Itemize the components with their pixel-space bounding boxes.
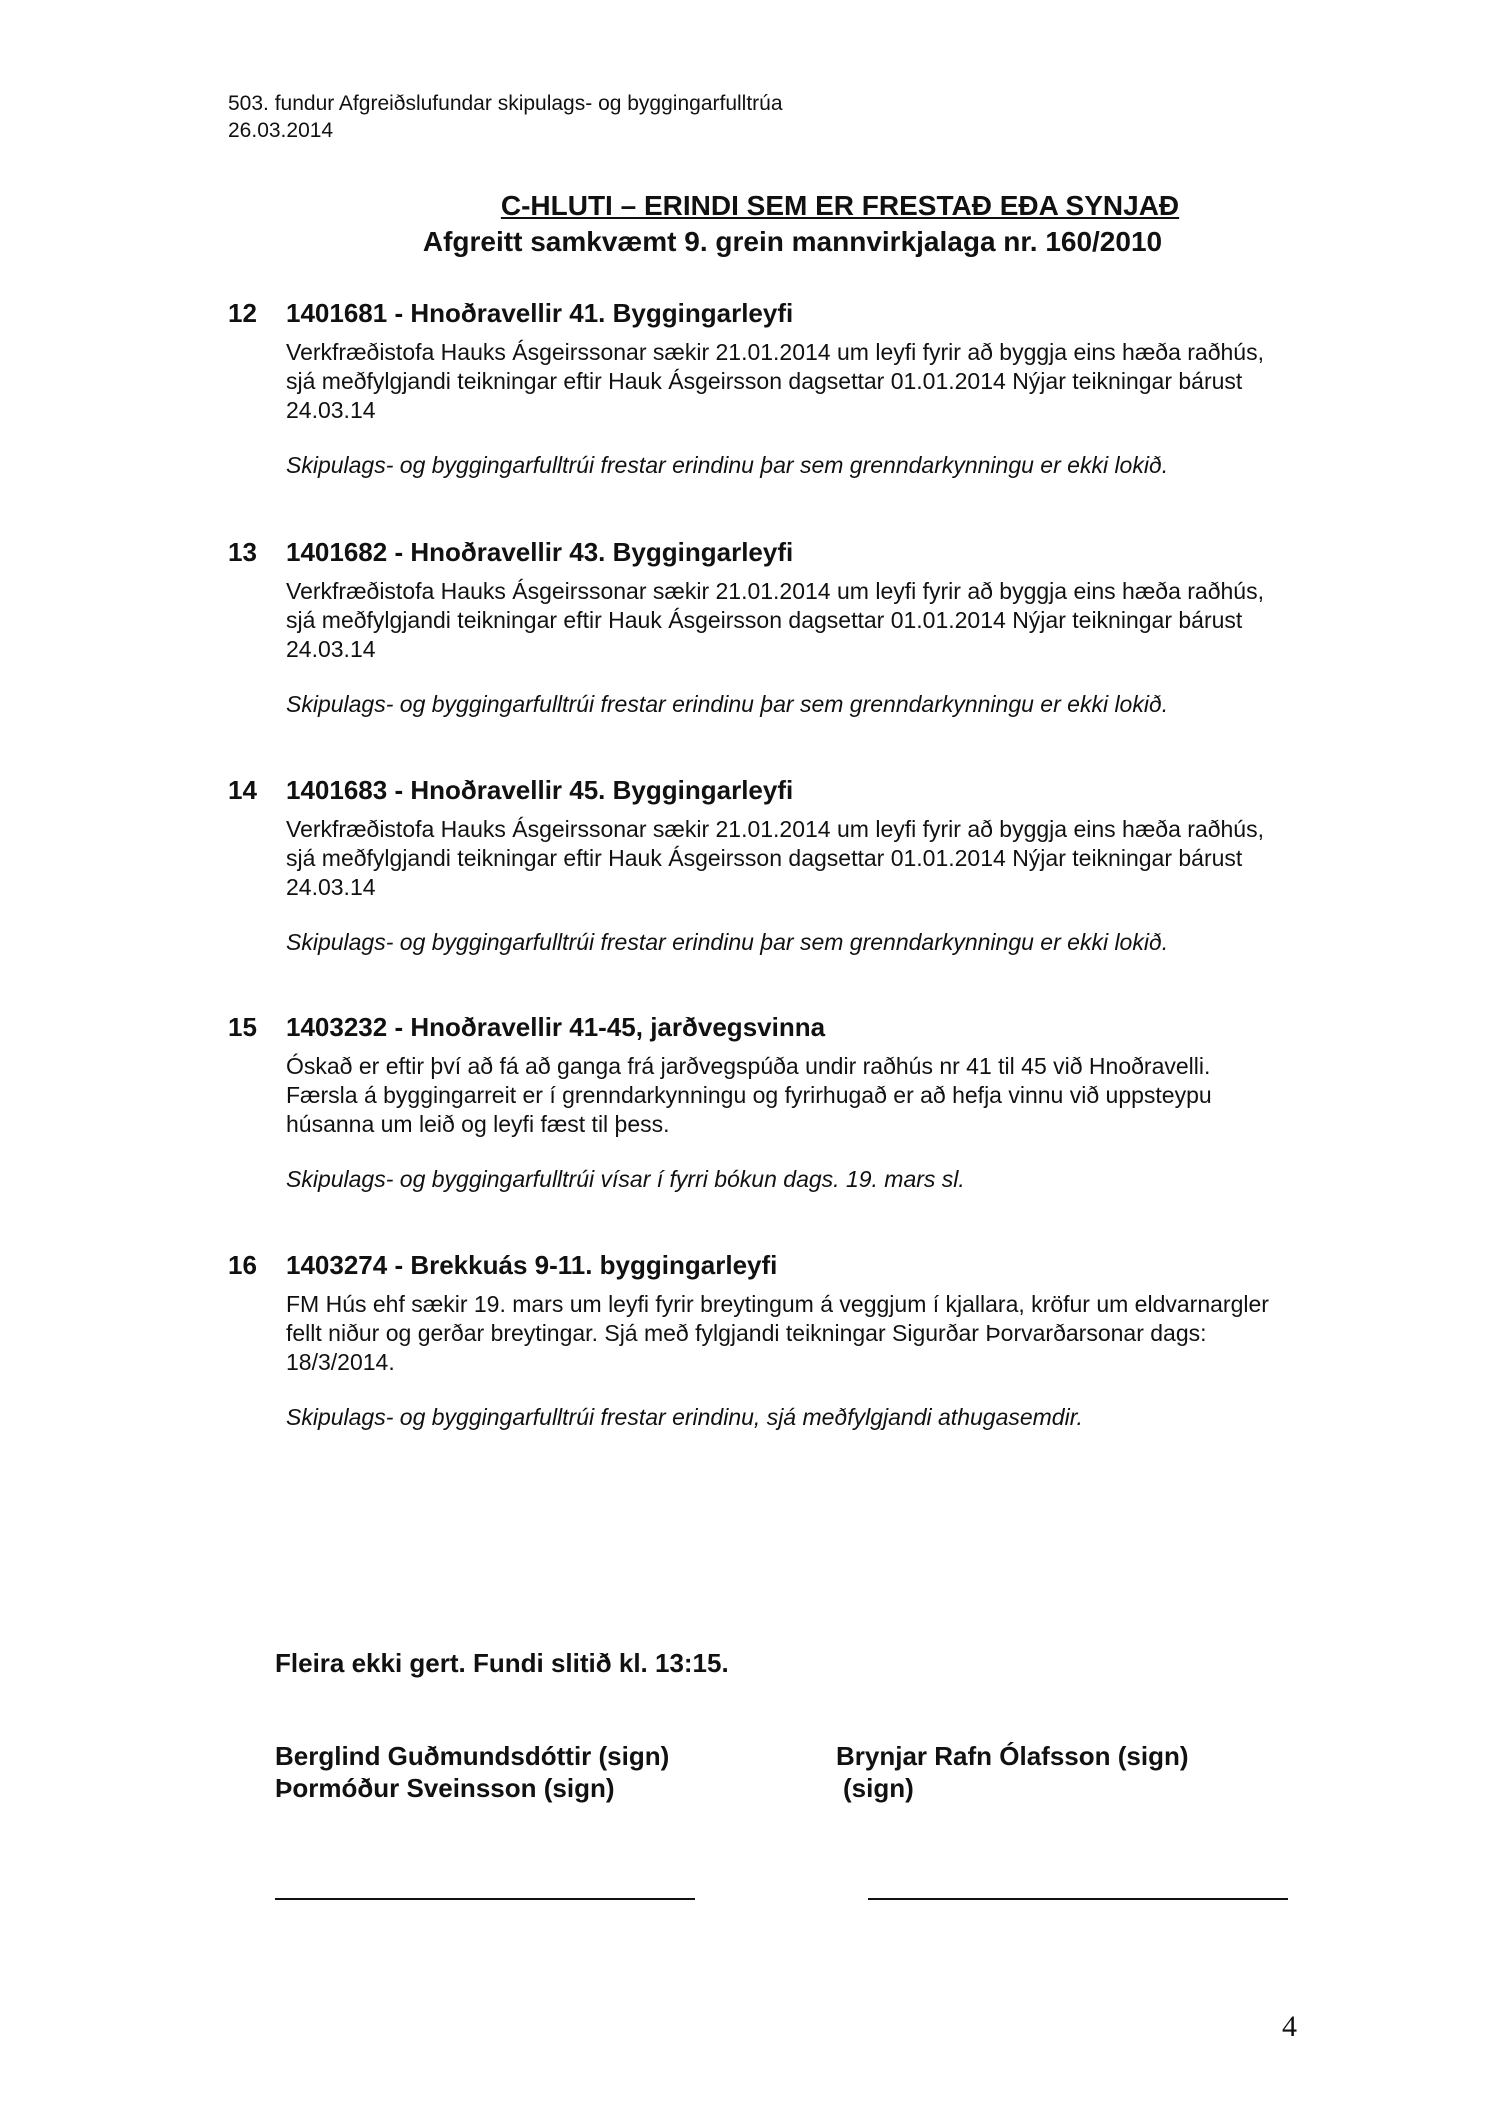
section-heading	[0, 188, 1500, 260]
signature-name: (sign)	[843, 1773, 914, 1803]
item-conclusion: Skipulags- og byggingarfulltrúi vísar í fyrri bókun dags. 19. mars sl.	[286, 1166, 965, 1192]
item-conclusion: Skipulags- og byggingarfulltrúi frestar erindinu þar sem grenndarkynningu er ekki lokið.	[286, 691, 1169, 717]
meeting-date: 26.03.2014	[228, 119, 334, 142]
agenda-item-13	[228, 537, 1288, 727]
signature-name: Brynjar Rafn Ólafsson (sign)	[836, 1741, 1189, 1771]
item-description: FM Hús ehf sækir 19. mars um leyfi fyrir breytingum á veggjum í kjallara, kröfur um eldvarnargler fellt niður og gerðar breytingar. Sjá með fylgjandi teikningar Sigurðar Þorvarðarsonar dags: 18/3/2014.	[286, 1291, 1269, 1375]
item-number: 15	[228, 1012, 257, 1042]
item-conclusion: Skipulags- og byggingarfulltrúi frestar erindinu þar sem grenndarkynningu er ekki lokið.	[286, 452, 1169, 478]
signature-line-left	[275, 1898, 695, 1900]
item-number: 16	[228, 1250, 257, 1280]
page-number: 4	[1282, 2010, 1297, 2043]
item-description: Verkfræðistofa Hauks Ásgeirssonar sækir 21.01.2014 um leyfi fyrir að byggja eins hæða raðhús, sjá meðfylgjandi teikningar eftir Hauk Ásgeirsson dagsettar 01.01.2014 Nýjar teikningar bárust 24.03.14	[286, 816, 1264, 900]
item-number: 13	[228, 537, 257, 567]
agenda-item-12	[228, 298, 1288, 488]
signature-name: Þormóður Sveinsson (sign)	[275, 1773, 615, 1803]
item-description: Verkfræðistofa Hauks Ásgeirssonar sækir 21.01.2014 um leyfi fyrir að byggja eins hæða raðhús, sjá meðfylgjandi teikningar eftir Hauk Ásgeirsson dagsettar 01.01.2014 Nýjar teikningar bárust 24.03.14	[286, 578, 1264, 662]
item-conclusion: Skipulags- og byggingarfulltrúi frestar erindinu þar sem grenndarkynningu er ekki lokið.	[286, 929, 1169, 955]
item-number: 14	[228, 775, 257, 805]
closing-statement: Fleira ekki gert. Fundi slitið kl. 13:15.	[275, 1648, 729, 1678]
signatures-right	[836, 1740, 1189, 1804]
item-conclusion: Skipulags- og byggingarfulltrúi frestar erindinu, sjá meðfylgjandi athugasemdir.	[286, 1404, 1083, 1430]
agenda-item-14	[228, 775, 1288, 965]
page-header	[228, 90, 783, 144]
item-heading: 1403232 - Hnoðravellir 41-45, jarðvegsvinna	[286, 1012, 826, 1042]
agenda-item-15	[228, 1012, 1288, 1202]
section-title: C-HLUTI – ERINDI SEM ER FRESTAÐ EÐA SYNJAÐ	[500, 190, 1180, 221]
item-heading: 1401681 - Hnoðravellir 41. Byggingarleyfi	[286, 298, 794, 328]
item-description: Óskað er eftir því að fá að ganga frá jarðvegspúða undir raðhús nr 41 til 45 við Hnoðravelli. Færsla á byggingarreit er í grenndarkynningu og fyrirhugað er að hefja vinnu við uppsteypu húsanna um leið og leyfi fæst til þess.	[286, 1053, 1212, 1137]
agenda-item-16	[228, 1250, 1288, 1440]
section-subtitle: Afgreitt samkvæmt 9. grein mannvirkjalaga nr. 160/2010	[422, 226, 1163, 257]
signatures-left	[275, 1740, 669, 1804]
item-number: 12	[228, 298, 257, 328]
item-heading: 1401682 - Hnoðravellir 43. Byggingarleyfi	[286, 537, 794, 567]
item-heading: 1401683 - Hnoðravellir 45. Byggingarleyfi	[286, 775, 794, 805]
item-description: Verkfræðistofa Hauks Ásgeirssonar sækir 21.01.2014 um leyfi fyrir að byggja eins hæða raðhús, sjá meðfylgjandi teikningar eftir Hauk Ásgeirsson dagsettar 01.01.2014 Nýjar teikningar bárust 24.03.14	[286, 339, 1264, 423]
signature-name: Berglind Guðmundsdóttir (sign)	[275, 1741, 670, 1771]
signature-line-right	[868, 1898, 1288, 1900]
meeting-title: 503. fundur Afgreiðslufundar skipulags- og byggingarfulltrúa	[228, 92, 783, 115]
item-heading: 1403274 - Brekkuás 9-11. byggingarleyfi	[286, 1250, 778, 1280]
